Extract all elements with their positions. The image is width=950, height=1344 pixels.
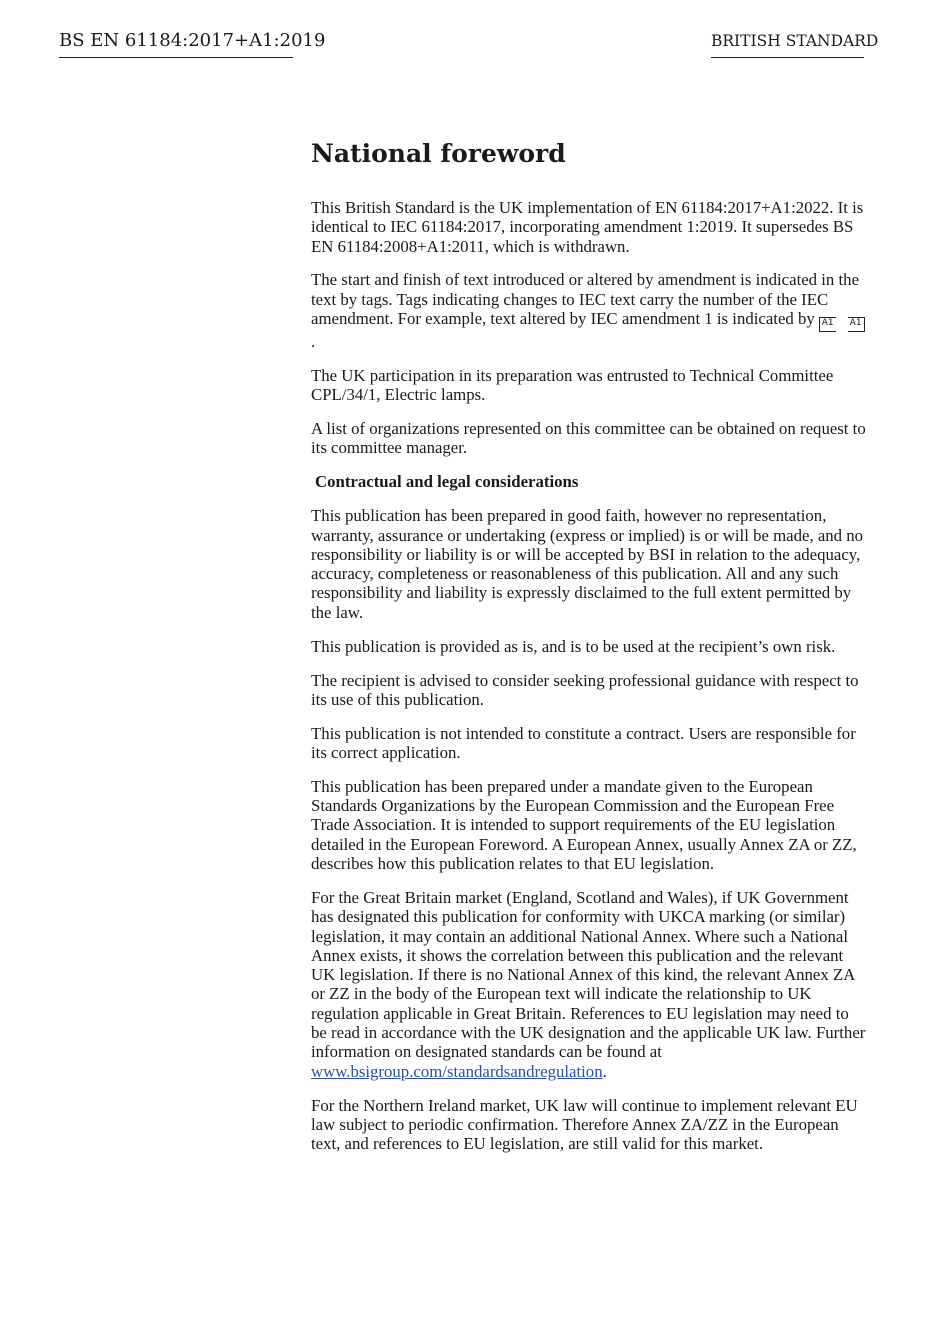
paragraph-implementation: This British Standard is the UK implementation of EN 61184:2017+A1:2022. It is identical to IEC 61184:2017, incorporating amendment 1:2019. It supersedes BS EN 61184:2008+A1:2011, which is withdrawn. bbox=[311, 198, 864, 256]
paragraph-committee: The UK participation in its preparation was entrusted to Technical Committee CPL/34/1, Electric lamps. bbox=[311, 365, 834, 405]
foreword-content bbox=[311, 138, 866, 1168]
paragraph-professional-guidance: The recipient is advised to consider seeking professional guidance with respect to its use of this publication. bbox=[311, 670, 859, 709]
document-id-header: BS EN 61184:2017+A1:2019 bbox=[59, 30, 293, 58]
section-heading-contractual: Contractual and legal considerations bbox=[315, 472, 579, 492]
amendment-tag-open-icon: A1 bbox=[819, 317, 836, 332]
amendment-tag-close-icon: A1 bbox=[848, 317, 865, 332]
great-britain-text: For the Great Britain market (England, Scotland and Wales), if UK Government has designated this publication for conformity with UKCA marking (or similar) legislation, it may contain an additional National Annex. Where such a National Annex exists, it shows the correlation between this publication and the relevant UK legislation. If there is no National Annex of this kind, the relevant Annex ZA or ZZ in the body of the European text will indicate the relationship to UK regulation applicable in Great Britain. References to EU legislation may need to be read in accordance with the UK designation and the applicable UK law. Further information on designated standards can be found at bbox=[311, 887, 866, 1062]
paragraph-own-risk: This publication is provided as is, and is to be used at the recipient’s own risk. bbox=[311, 636, 836, 656]
paragraph-northern-ireland: For the Northern Ireland market, UK law will continue to implement relevant EU law subject to periodic confirmation. Therefore Annex ZA/ZZ in the European text, and references to EU legislation, are still valid for this market. bbox=[311, 1095, 858, 1154]
great-britain-end: . bbox=[602, 1061, 607, 1081]
standard-type-header: BRITISH STANDARD bbox=[711, 30, 864, 58]
paragraph-organizations: A list of organizations represented on this committee can be obtained on request to its committee manager. bbox=[311, 419, 866, 458]
paragraph-great-britain bbox=[311, 888, 866, 1081]
paragraph-not-contract: This publication is not intended to constitute a contract. Users are responsible for its correct application. bbox=[311, 723, 856, 762]
amendment-tags-text: The start and finish of text introduced or altered by amendment is indicated in the text by tags. Tags indicating changes to IEC text carry the number of the IEC amendment. For example, text altered by IEC amendment 1 is indicated by bbox=[311, 270, 860, 329]
bsigroup-link[interactable]: www.bsigroup.com/standardsandregulation bbox=[311, 1061, 603, 1081]
paragraph-good-faith: This publication has been prepared in good faith, however no representation, warranty, assurance or undertaking (express or implied) is or will be made, and no responsibility or liability is or will be accepted by BSI in relation to the adequacy, accuracy, completeness or reasonableness of this publication. All and any such responsibility and liability is expressly disclaimed to the full extent permitted by the law. bbox=[311, 506, 864, 622]
amendment-tags-end: . bbox=[311, 332, 316, 352]
paragraph-amendment-tags bbox=[311, 270, 866, 351]
paragraph-mandate: This publication has been prepared under a mandate given to the European Standards Organizations by the European Commission and the European Free Trade Association. It is intended to support requirements of the EU legislation detailed in the European Foreword. A European Annex, usually Annex ZA or ZZ, describes how this publication relates to that EU legislation. bbox=[311, 776, 857, 874]
page-title: National foreword bbox=[311, 139, 566, 168]
